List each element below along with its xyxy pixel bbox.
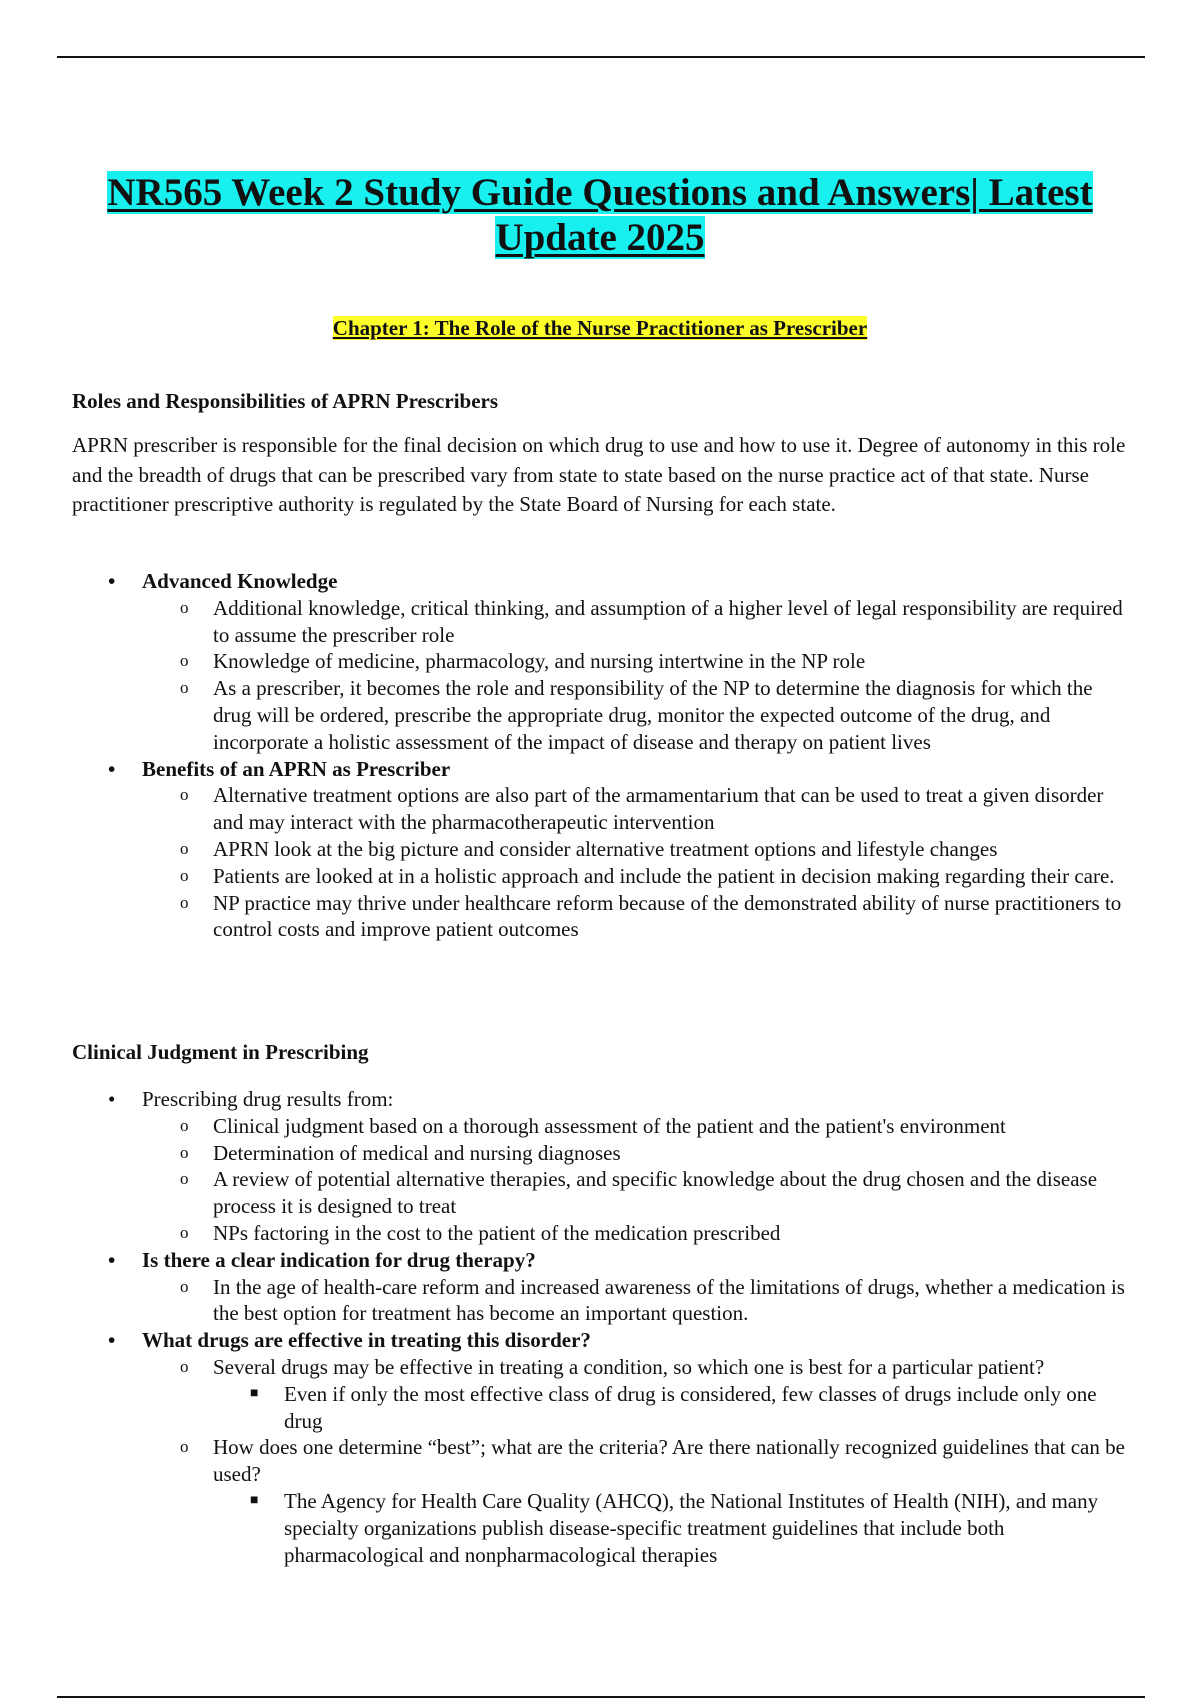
bullet-icon: • [108, 569, 116, 593]
section-heading-clinical: Clinical Judgment in Prescribing [72, 1040, 369, 1064]
square-bullet-icon: ■ [250, 1492, 259, 1508]
list-item: o Determination of medical and nursing diagnoses [180, 1140, 621, 1165]
list-item: o A review of potential alternative therapies, and specific knowledge about the drug chosen and the disease process it is designed to treat [180, 1167, 1098, 1219]
list-item: o Clinical judgment based on a thorough assessment of the patient and the patient's environment [180, 1113, 1006, 1138]
section-heading-roles: Roles and Responsibilities of APRN Prescribers [72, 389, 499, 413]
bullet-icon: • [108, 756, 116, 781]
top-rule [57, 56, 1145, 58]
section-paragraph: APRN prescriber is responsible for the final decision on which drug to use and how to use it. Degree of autonomy in this role and the breadth of drugs that can be prescribed vary from state to state based on the nurse practice act of that state. Nurse practitioner prescriptive authority is regulated by the State Board of Nursing for each state. [72, 433, 1126, 516]
list-item: • Benefits of an APRN as Prescriber [108, 756, 451, 781]
circle-bullet-icon: o [180, 1276, 189, 1296]
list-item: • What drugs are effective in treating this disorder? [108, 1328, 591, 1353]
list-item: o As a prescriber, it becomes the role and responsibility of the NP to determine the diagnosis for which the drug will be ordered, prescribe the appropriate drug, monitor the expected outcome of the drug, and incorporate a holistic assessment of the impact of disease and therapy on patient lives [180, 676, 1093, 754]
bottom-rule [57, 1696, 1145, 1698]
circle-bullet-icon: o [180, 1142, 189, 1162]
list-item: o NP practice may thrive under healthcare reform because of the demonstrated ability of nurse practitioners to control costs and improve patient outcomes [180, 890, 1122, 942]
circle-bullet-icon: o [180, 597, 189, 617]
circle-bullet-icon: o [180, 1356, 189, 1376]
list-item: o Several drugs may be effective in treating a condition, so which one is best for a particular patient? [180, 1354, 1045, 1379]
chapter-text: Chapter 1: The Role of the Nurse Practitioner as Prescriber [332, 316, 868, 340]
list-item: o How does one determine “best”; what are the criteria? Are there nationally recognized guidelines that can be used? [180, 1435, 1125, 1487]
list-item: o APRN look at the big picture and consider alternative treatment options and lifestyle changes [180, 836, 998, 861]
circle-bullet-icon: o [180, 892, 189, 912]
circle-bullet-icon: o [180, 1437, 189, 1457]
list-item: • Advanced Knowledge [108, 569, 338, 593]
circle-bullet-icon: o [180, 785, 189, 805]
title-line-2: Update 2025 [495, 216, 705, 259]
circle-bullet-icon: o [180, 678, 189, 698]
circle-bullet-icon: o [180, 865, 189, 885]
list-item: o NPs factoring in the cost to the patient of the medication prescribed [180, 1220, 781, 1245]
list-item: o Alternative treatment options are also part of the armamentarium that can be used to treat a given disorder and may interact with the pharmacotherapeutic intervention [180, 783, 1104, 835]
list-item: • Prescribing drug results from: [108, 1087, 394, 1111]
list-item: o Knowledge of medicine, pharmacology, and nursing intertwine in the NP role [180, 649, 866, 674]
list-item: o In the age of health-care reform and increased awareness of the limitations of drugs, whether a medication is the best option for treatment has become an important question. [180, 1274, 1125, 1326]
roles-list [0, 568, 1130, 943]
list-item: • Is there a clear indication for drug therapy? [108, 1247, 536, 1272]
list-item: ■ The Agency for Health Care Quality (AHCQ), the National Institutes of Health (NIH), and many specialty organizations publish disease-specific treatment guidelines that include both pharmacological and nonpharmacological therapies [250, 1488, 1099, 1567]
circle-bullet-icon: o [180, 651, 189, 671]
clinical-list [0, 1086, 1130, 1568]
circle-bullet-icon: o [180, 1115, 189, 1135]
chapter-heading [60, 316, 1140, 341]
list-item: o Additional knowledge, critical thinking, and assumption of a higher level of legal responsibility are required to assume the prescriber role [180, 595, 1123, 647]
list-item: ■ Even if only the most effective class of drug is considered, few classes of drugs include only one drug [250, 1381, 1097, 1433]
list-item: o Patients are looked at in a holistic approach and include the patient in decision making regarding their care. [180, 863, 1115, 888]
bullet-icon: • [108, 1087, 116, 1111]
circle-bullet-icon: o [180, 1222, 189, 1242]
circle-bullet-icon: o [180, 1169, 189, 1189]
title-line-1: NR565 Week 2 Study Guide Questions and Answers| Latest [107, 171, 1093, 214]
bullet-icon: • [108, 1247, 116, 1272]
circle-bullet-icon: o [180, 838, 189, 858]
document-title [60, 170, 1140, 260]
bullet-icon: • [108, 1328, 116, 1353]
square-bullet-icon: ■ [250, 1385, 259, 1401]
